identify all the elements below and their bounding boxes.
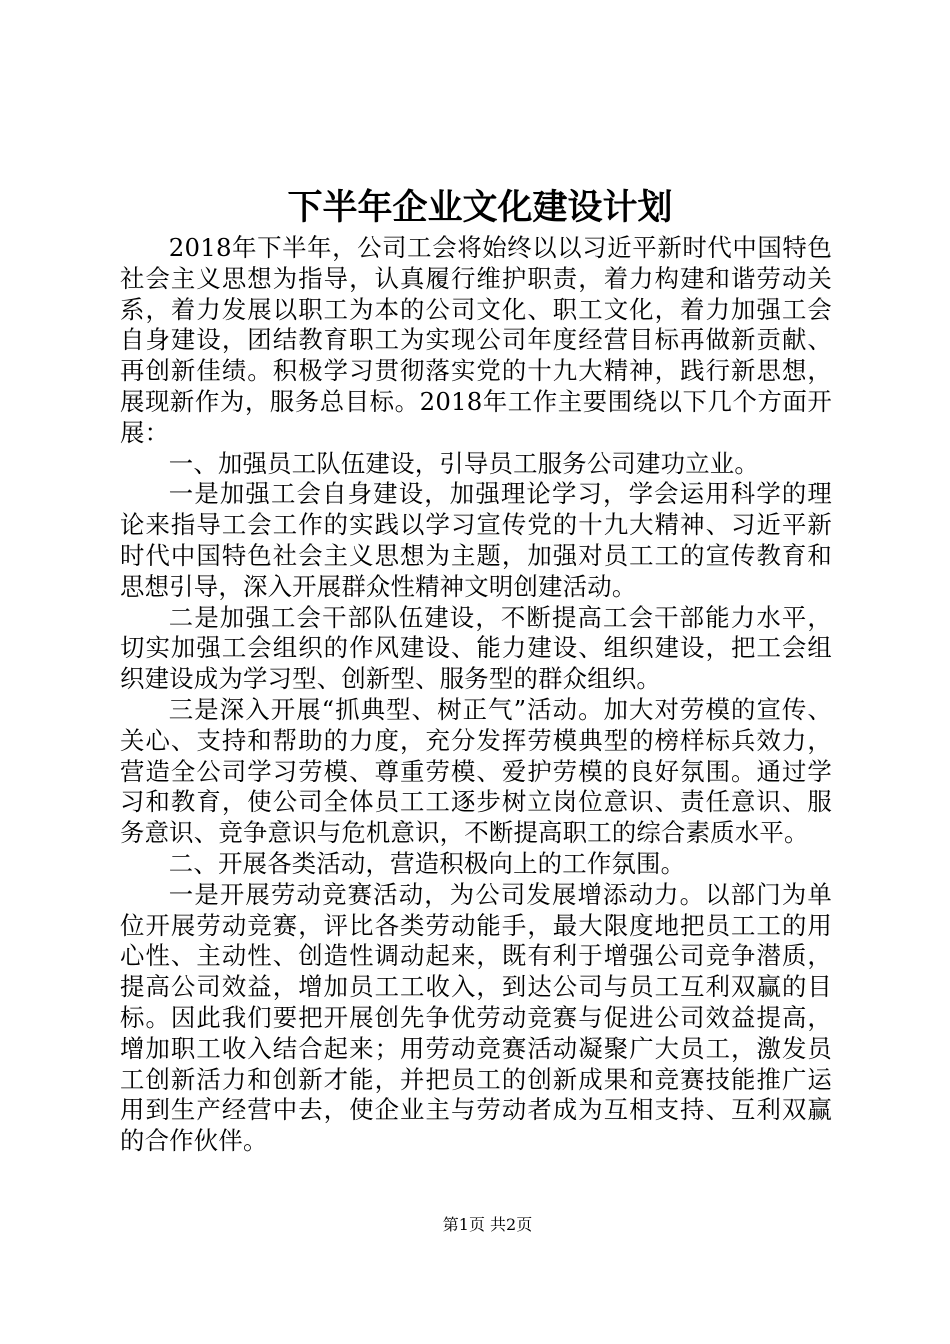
paragraph-section1-item3: 三是深入开展“抓典型、树正气”活动。加大对劳模的宣传、关心、支持和帮助的力度，充分发挥劳模典型的榜样标兵效力，营造全公司学习劳模、尊重劳模、爱护劳模的良好氛围。通过学习和教育，使公司全体员工工逐步树立岗位意识、责任意识、服务意识、竞争意识与危机意识，不断提高职工的综合素质水平。 xyxy=(120,694,832,848)
document-body xyxy=(120,233,832,1157)
section-heading-1: 一、加强员工队伍建设，引导员工服务公司建功立业。 xyxy=(168,448,759,478)
paragraph-section2-item1: 一是开展劳动竞赛活动，为公司发展增添动力。以部门为单位开展劳动竞赛，评比各类劳动能手，最大限度地把员工工的用心性、主动性、创造性调动起来，既有利于增强公司竞争潜质，提高公司效益，增加员工工收入，到达公司与员工互利双赢的目标。因此我们要把开展创先争优劳动竞赛与促进公司效益提高，增加职工收入结合起来；用劳动竞赛活动凝聚广大员工，激发员工创新活力和创新才能，并把员工的创新成果和竞赛技能推广运用到生产经营中去，使企业主与劳动者成为互相支持、互利双赢的合作伙伴。 xyxy=(120,879,832,1156)
document-title: 下半年企业文化建设计划 xyxy=(287,187,673,228)
page-footer: 第1页 共2页 xyxy=(442,1215,533,1234)
paragraph-section1-item2: 二是加强工会干部队伍建设，不断提高工会干部能力水平，切实加强工会组织的作风建设、能力建设、组织建设，把工会组织建设成为学习型、创新型、服务型的群众组织。 xyxy=(120,602,832,694)
paragraph-intro: 2018年下半年，公司工会将始终以以习近平新时代中国特色社会主义思想为指导，认真履行维护职责，着力构建和谐劳动关系，着力发展以职工为本的公司文化、职工文化，着力加强工会自身建设，团结教育职工为实现公司年度经营目标再做新贡献、再创新佳绩。积极学习贯彻落实党的十九大精神，践行新思想，展现新作为，服务总目标。2018年工作主要围绕以下几个方面开展： xyxy=(120,233,832,447)
paragraph-section1-item1: 一是加强工会自身建设，加强理论学习，学会运用科学的理论来指导工会工作的实践以学习宣传党的十九大精神、习近平新时代中国特色社会主义思想为主题，加强对员工工的宣传教育和思想引导，深入开展群众性精神文明创建活动。 xyxy=(120,479,832,601)
section-heading-2: 二、开展各类活动，营造积极向上的工作氛围。 xyxy=(168,848,686,878)
